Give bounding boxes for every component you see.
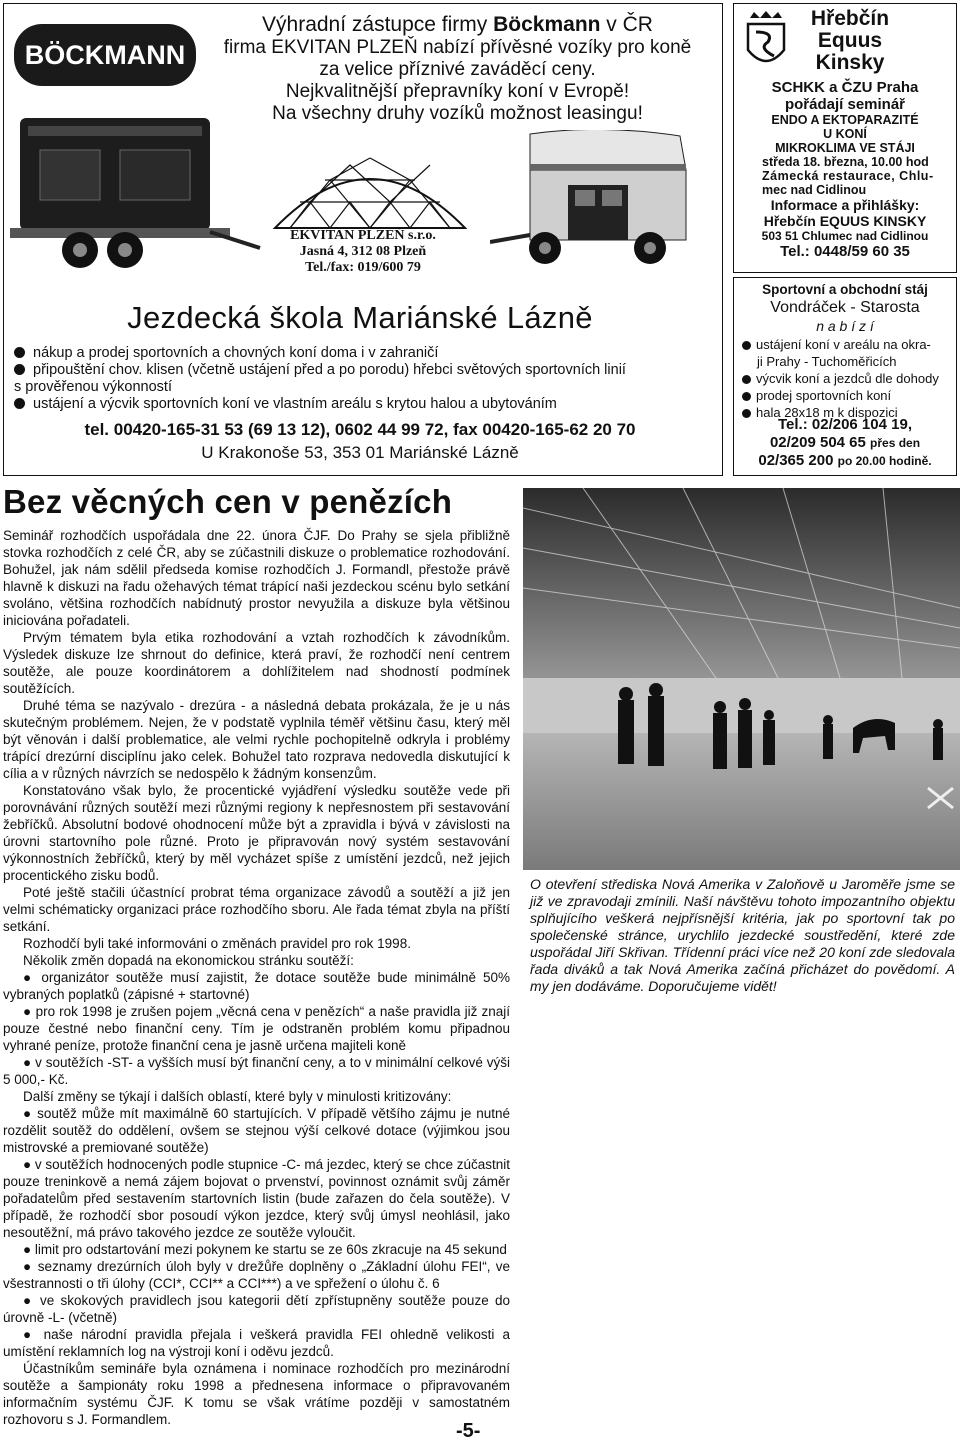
school-bullet: ustájení a výcvik sportovních koní ve vlastním areálu s krytou halou a ubytováním: [14, 396, 714, 413]
article-paragraph: Rozhodčí byli také informováni o změnách pravidel pro rok 1998.: [23, 936, 411, 951]
article-paragraph: Seminář rozhodčích uspořádala dne 22. února ČJF. Do Prahy se sjela přibližně stovka rozhodčích z celé ČR, aby se zúčastnili diskuze o problematice rozhodování. Bohužel, jak nám sdělil předseda komise rozhodčích J. Formandl, přestože právě hlavně k diskuzi na řadu ožehavých témat trápící naši jezdeckou scénu bylo setkání svoláno, většina rozhodčích nabídnutý prostor nevyužila a diskuze byla většinou iniciována pořadateli.: [3, 528, 510, 628]
offer-item: prodej sportovních koní: [742, 387, 954, 404]
bullet-icon: [14, 347, 25, 358]
dark-horse-trailer-image: [10, 110, 268, 275]
indoor-arena-photo: [523, 488, 960, 870]
article-list-item: ● limit pro odstartování mezi pokynem ke startu se ze 60s zkracuje na 45 sekund: [23, 1242, 507, 1257]
article-body: [3, 527, 510, 1428]
article-list-item: ● v soutěžích hodnocených podle stupnice -C- má jezdec, který se chce zúčastnit pouze treninkově a nemá zájem bojovat o prvenství, povinnost oznámit svůj záměr pořadatelům před sestavením startovních listin (bude zařazen do čela soutěže). V případě, že rozhodčí sbor posoudí výkon jezdce, který svůj úmysl neohlásil, jako nesoutěžní, má právo takového jezdce ze soutěže vyloučit.: [3, 1157, 510, 1240]
school-bullet: nákup a prodej sportovních a chovných koní doma i v zahraničí: [14, 345, 714, 362]
bullet-icon: [742, 341, 751, 350]
article-list-item: ● v soutěžích -ST- a vyšších musí být finanční ceny, a to v minimální celkové výši 5 000,- Kč.: [3, 1055, 510, 1087]
article-paragraph: Účastníkům semináře byla oznámena i nominace rozhodčích pro mezinárodní soutěže a šampionáty roku 1998 a přednesena informace o připravovaném informačním systému ČJF. K tomu se však vrátíme později v samostatném rozhovoru s J. Formandlem.: [3, 1361, 510, 1427]
boeckmann-logo: BÖCKMANN: [14, 24, 196, 86]
vondracek-offers: [742, 336, 954, 421]
advert-text: Výhradní zástupce firmy Böckmann v ČR firma EKVITAN PLZEŇ nabízí přívěsné vozíky pro koně za velice příznivé zaváděcí ceny. Nejkvalitnější přepravníky koní v Evropě! Na všechny druhy vozíků možnost leasingu!: [223, 13, 692, 124]
page-number: -5-: [456, 1420, 481, 1442]
article-list-item: ● pro rok 1998 je zrušen pojem „věcná cena v penězích“ a naše pravidla již znají pouze čestné nebo finanční ceny. Tím je odstraněn problém komu připadnou vyhrané peníze, protože finanční cena je jasně určena majiteli koně: [3, 1004, 510, 1053]
school-phone: tel. 00420-165-31 53 (69 13 12), 0602 44 99 72, fax 00420-165-62 20 70: [84, 420, 636, 439]
article-list-item: ● ve skokových pravidlech jsou kategorii dětí zpřístupněny soutěže pouze do úrovně -L- (včetně): [3, 1293, 510, 1325]
equus-seminar-info: SCHKK a ČZU Praha pořádají seminář ENDO A EKTOPARAZITÉ U KONÍ MIKROKLIMA VE STÁJI středa 18. března, 10.00 hod Zámecká restaurace, Chlu- mec nad Cidlinou Informace a přihlášky: Hřebčín EQUUS KINSKY 503 51 Chlumec nad Cidlinou Tel.: 0448/59 60 35: [761, 79, 934, 260]
article-paragraph: Konstatováno však bylo, že procentické vyjádření výsledku soutěže vede při porovnávání různých soutěží mezi různými regiony k nepřesnostem při sestavování žebříčků. Absolutní bodové ohodnocení může být a zpravidla i bývá v závislosti na úrovni startovního pole různé. Proto je připravován nový systém sestavování výkonnostních žebříčků, který by měl vycházet spíše z umístění jezdců, než jejich procentického zisku bodů.: [3, 783, 510, 883]
article-paragraph: Druhé téma se nazývalo - drezúra - a následná debata prokázala, že je u nás skutečným problémem. Nejen, že v podstatě vyplnila téměř většinu času, který měl být věnován i další problematice, ale velmi rychle pochopitelně odkryla i problémy trápící drezúrní disciplínu jako celek. Bohužel tato rozprava nedovedla diskutující k cília a v různých návrzích se nedospělo k žádným konsenzům.: [3, 698, 510, 781]
school-bullet-cont: s prověřenou výkonností: [14, 379, 172, 395]
school-bullet: připouštění chov. klisen (včetně ustájení před a po porodu) hřebci světových sportovních linií: [14, 362, 714, 379]
riding-school-title: Jezdecká škola Mariánské Lázně: [127, 300, 593, 335]
offer-item: výcvik koní a jezdců dle dohody: [742, 370, 954, 387]
vondracek-phone: Tel.: 02/206 104 19, 02/209 504 65 přes den 02/365 200 po 20.00 hodině.: [758, 416, 932, 469]
stud-crest-icon: [744, 10, 788, 72]
article-list-item: ● soutěž může mít maximálně 60 startujících. V případě většího zájmu je nutné rozdělit soutěž do oddělení, ovšem se stejnou výší celkové dotace (výjimkou jsou mistrovské a premiované soutěže): [3, 1106, 510, 1155]
vondracek-title: Sportovní a obchodní stáj Vondráček - Starosta n a b í z í: [762, 282, 928, 334]
bullet-icon: [742, 375, 751, 384]
offer-item: hala 28x18 m k dispozici: [742, 404, 954, 421]
bullet-icon: [742, 392, 751, 401]
article-paragraph: Prvým tématem byla etika rozhodování a vztah rozhodčích k závodníkům. Výsledek diskuze lze shrnout do definice, která praví, že rozhodčí není centrem soutěže, ale pouze koordinátorem a dohlížitelem nad shodností podmínek soutěžících.: [3, 630, 510, 696]
light-horse-trailer-image: [490, 130, 715, 270]
offer-item: ustájení koní v areálu na okra-: [742, 336, 954, 353]
article-list-item: ● naše národní pravidla přejala i veškerá pravidla FEI ohledně velikosti a umístění reklamních log na výstroji koní i oděvu jezdců.: [3, 1327, 510, 1359]
photo-caption: O otevření střediska Nová Amerika v Zaloňově u Jaroměře jsme se již ve zpravodaji zmínili. Naší návštěvu tohoto impozantního objektu splňujícího veškerá nejpřísnější kritéria, jak po sportovní tak po společenské stránce, urychlilo jezdecké soustředění, které zde uspořádal Jiří Skřivan. Třídenní práci více než 20 koní zde sledovala řada diváků a tak Nová Amerika začíná přicházet do povědomí. A my jen dodáváme. Doporučujeme vidět!: [530, 876, 955, 994]
article-list-item: ● organizátor soutěže musí zajistit, že dotace soutěže bude minimálně 50% vybraných poplatků (zápisné + startovné): [3, 970, 510, 1002]
offer-item-cont: ji Prahy - Tuchoměřicích: [757, 354, 897, 369]
article-list-item: ● seznamy drezúrních úloh byly v drežůře doplněny o „Základní úlohu FEI“, ve všestrannosti o tři úlohy (CCI*, CCI** a CCI***) a ve spřežení o úlohu č. 6: [3, 1259, 510, 1291]
equus-title: Hřebčín Equus Kinsky: [810, 7, 890, 74]
article-paragraph: Několik změn dopadá na ekonomickou stránku soutěží:: [23, 953, 354, 968]
article-paragraph: Poté ještě stačili účastnící probrat téma organizace závodů a soutěží a již jen velmi schématicky organizaci práce rozhodčího sboru. Ale řada témat zbyla na příští setkání.: [3, 885, 510, 934]
article-headline: Bez věcných cen v penězích: [3, 483, 453, 520]
bullet-icon: [14, 398, 25, 409]
ekvitan-dome-logo: [270, 150, 470, 230]
school-address: U Krakonoše 53, 353 01 Mariánské Lázně: [201, 443, 519, 462]
article-paragraph: Další změny se týkají i dalších oblastí, které byly v minulosti kritizovány:: [23, 1089, 452, 1104]
ekvitan-address: EKVITAN PLZEŇ s.r.o. Jasná 4, 312 08 Plzeň Tel./fax: 019/600 79: [290, 228, 436, 275]
bullet-icon: [14, 364, 25, 375]
